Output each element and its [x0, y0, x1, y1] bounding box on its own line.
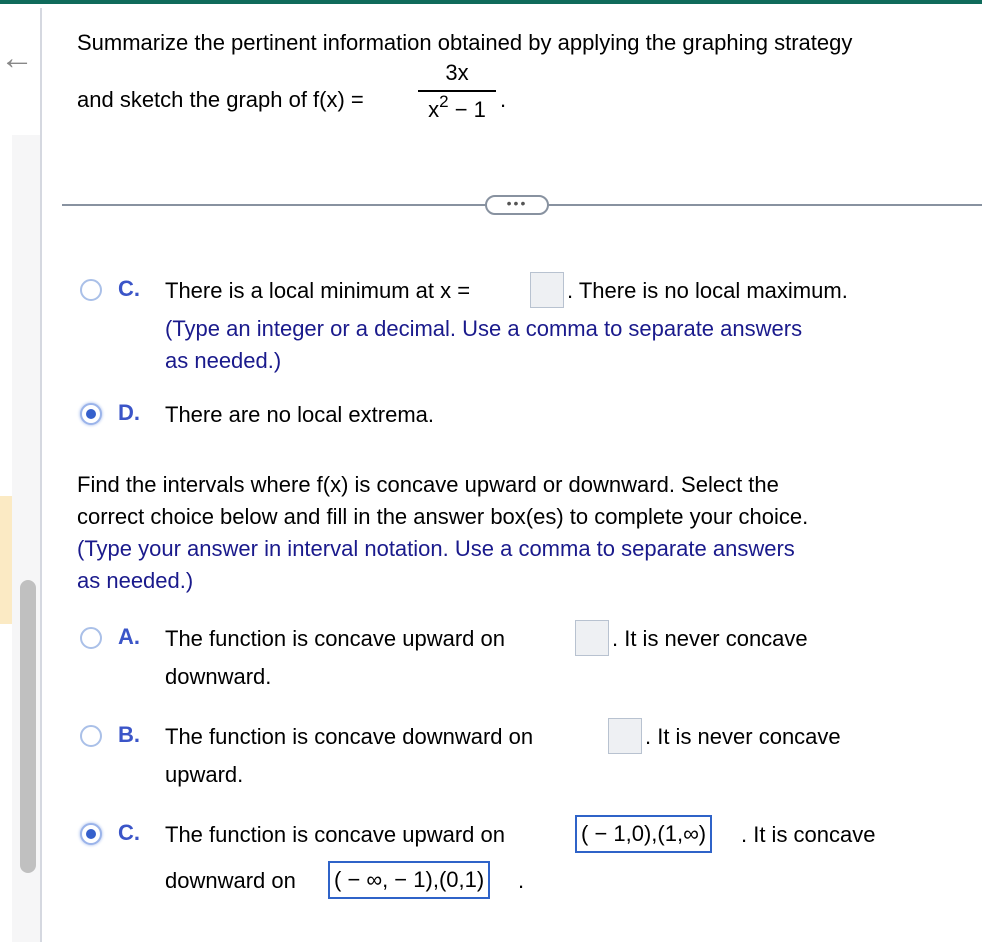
concavity-option-c-text: The function is concave upward on: [165, 822, 505, 847]
back-arrow-icon[interactable]: ←: [0, 39, 34, 77]
concavity-option-a-line2: downward.: [165, 664, 272, 689]
concave-up-answer[interactable]: ( − 1,0),(1,∞): [575, 815, 712, 853]
side-highlight: [0, 496, 12, 624]
denominator-base: x: [428, 97, 440, 123]
concavity-option-c-radio[interactable]: [80, 823, 102, 845]
concavity-option-b-text: The function is concave downward on: [165, 724, 534, 749]
extrema-option-c-radio[interactable]: [80, 279, 102, 301]
concavity-prompt-1: Find the intervals where f(x) is concave upward or downward. Select the: [77, 472, 779, 497]
concavity-option-a-text-after: . It is never concave: [612, 626, 808, 651]
function-fraction: [418, 60, 496, 123]
concavity-option-c-letter: C.: [118, 820, 140, 845]
denominator-exponent: 2: [439, 92, 449, 111]
question-line2: and sketch the graph of f(x) =: [77, 87, 364, 112]
extrema-option-d-letter: D.: [118, 400, 140, 425]
extrema-option-d-radio[interactable]: [80, 403, 102, 425]
local-minimum-input[interactable]: [530, 272, 564, 308]
scrollbar-thumb[interactable]: [20, 580, 36, 873]
concavity-option-b-line2: upward.: [165, 762, 244, 787]
top-bar: [0, 0, 982, 4]
denominator-rest: − 1: [448, 97, 486, 123]
concavity-option-b-letter: B.: [118, 722, 140, 747]
concavity-option-c-end: .: [518, 868, 525, 893]
concavity-option-c-text-after: . It is concave: [741, 822, 876, 847]
question-line1: Summarize the pertinent information obtained by applying the graphing strategy: [77, 30, 853, 55]
concavity-option-a-radio[interactable]: [80, 627, 102, 649]
concave-down-answer[interactable]: ( − ∞, − 1),(0,1): [328, 861, 490, 899]
concavity-option-b-radio[interactable]: [80, 725, 102, 747]
concavity-prompt-2: correct choice below and fill in the answer box(es) to complete your choice.: [77, 504, 809, 529]
denominator: [428, 92, 486, 123]
panel-divider: [40, 8, 42, 138]
concavity-hint-1: (Type your answer in interval notation. Use a comma to separate answers: [77, 536, 795, 561]
fraction-bar: [418, 90, 496, 92]
more-button[interactable]: •••: [485, 195, 549, 215]
concavity-option-a-letter: A.: [118, 624, 140, 649]
concave-up-input-a[interactable]: [575, 620, 609, 656]
numerator: 3x: [445, 60, 469, 85]
extrema-option-d-text: There are no local extrema.: [165, 402, 435, 427]
concavity-hint-2: as needed.): [77, 568, 194, 593]
question-period: .: [500, 87, 507, 112]
extrema-option-c-text: There is a local minimum at x =: [165, 278, 471, 303]
extrema-hint-2: as needed.): [165, 348, 282, 373]
concavity-option-a-text: The function is concave upward on: [165, 626, 505, 651]
concavity-option-c-line2: downward on: [165, 868, 296, 893]
extrema-hint-1: (Type an integer or a decimal. Use a comma to separate answers: [165, 316, 803, 341]
extrema-option-c-letter: C.: [118, 276, 140, 301]
concavity-option-b-text-after: . It is never concave: [645, 724, 841, 749]
extrema-option-c-text-after: . There is no local maximum.: [567, 278, 848, 303]
concave-down-input-b[interactable]: [608, 718, 642, 754]
